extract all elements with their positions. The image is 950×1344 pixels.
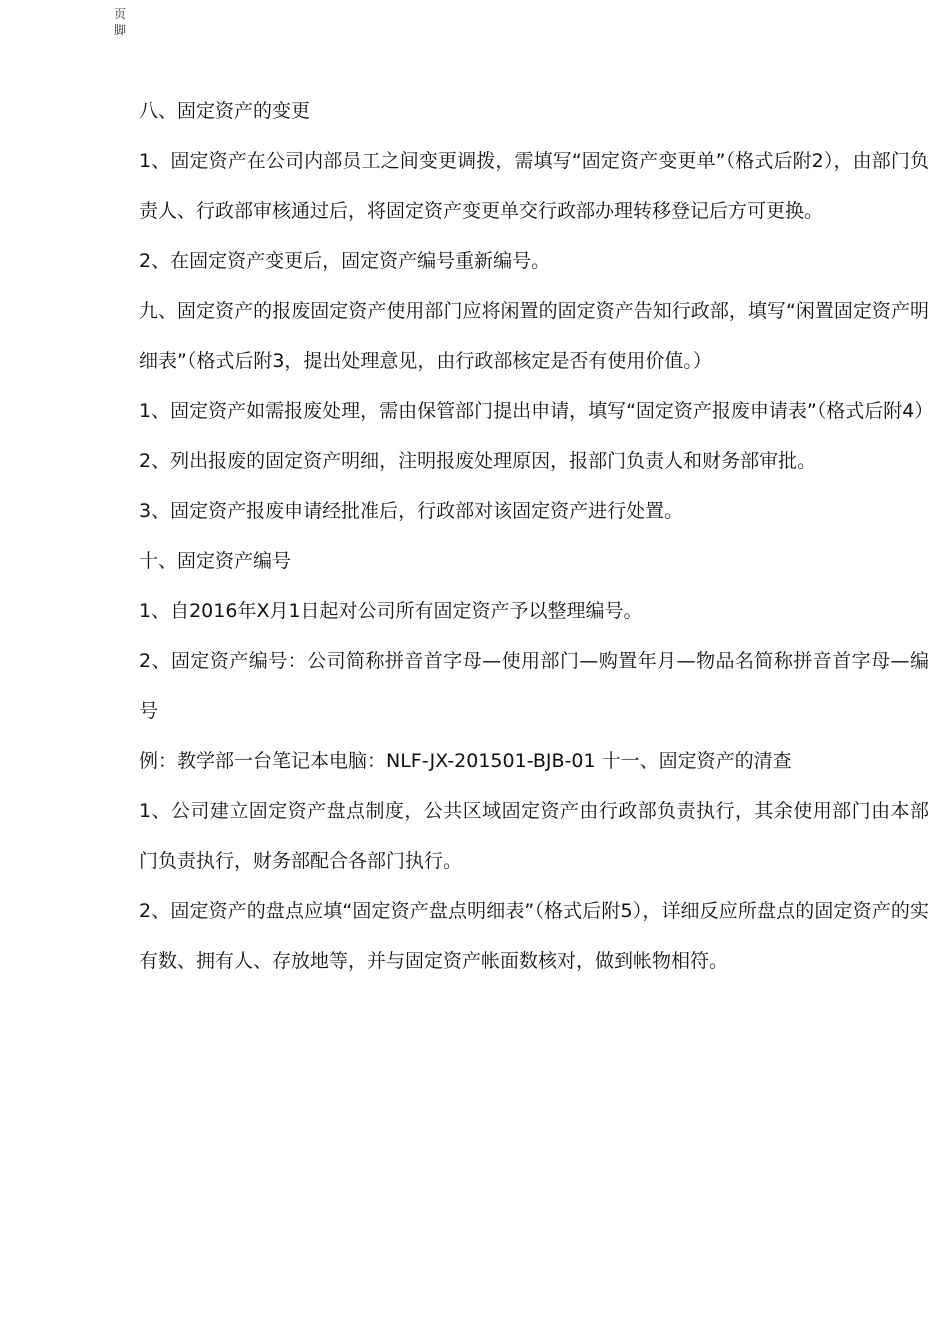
paragraph-numbering-format: 2、固定资产编号：公司简称拼音首字母—使用部门—购置年月—物品名简称拼音首字母—编号 xyxy=(139,650,929,722)
paragraph-change-transfer: 1、固定资产在公司内部员工之间变更调拨，需填写“固定资产变更单”（格式后附2），由部门负责人、行政部审核通过后，将固定资产变更单交行政部办理转移登记后方可更换。 xyxy=(139,150,929,222)
paragraph-scrap-list: 2、列出报废的固定资产明细，注明报废处理原因，报部门负责人和财务部审批。 xyxy=(139,450,817,472)
paragraph-numbering-example: 例：教学部一台笔记本电脑：NLF-JX-201501-BJB-01 十一、固定资产的清查 xyxy=(139,750,792,772)
section-heading-change: 八、固定资产的变更 xyxy=(139,100,311,122)
section-heading-scrap: 九、固定资产的报废固定资产使用部门应将闲置的固定资产告知行政部，填写“闲置固定资产明细表”（格式后附3，提出处理意见，由行政部核定是否有使用价值。） xyxy=(139,300,929,372)
page-footer-note: 页脚 xyxy=(114,7,127,37)
paragraph-numbering-start: 1、自2016年X月1日起对公司所有固定资产予以整理编号。 xyxy=(139,600,643,622)
paragraph-inventory-system: 1、公司建立固定资产盘点制度，公共区域固定资产由行政部负责执行，其余使用部门由本部门负责执行，财务部配合各部门执行。 xyxy=(139,800,929,872)
paragraph-scrap-apply: 1、固定资产如需报废处理，需由保管部门提出申请，填写“固定资产报废申请表”（格式后附4） xyxy=(139,400,934,422)
document-body xyxy=(139,86,934,986)
paragraph-inventory-form: 2、固定资产的盘点应填“固定资产盘点明细表”（格式后附5），详细反应所盘点的固定资产的实有数、拥有人、存放地等，并与固定资产帐面数核对，做到帐物相符。 xyxy=(139,900,929,972)
paragraph-change-renumber: 2、在固定资产变更后，固定资产编号重新编号。 xyxy=(139,250,551,272)
paragraph-scrap-dispose: 3、固定资产报废申请经批准后，行政部对该固定资产进行处置。 xyxy=(139,500,684,522)
section-heading-numbering: 十、固定资产编号 xyxy=(139,550,292,572)
